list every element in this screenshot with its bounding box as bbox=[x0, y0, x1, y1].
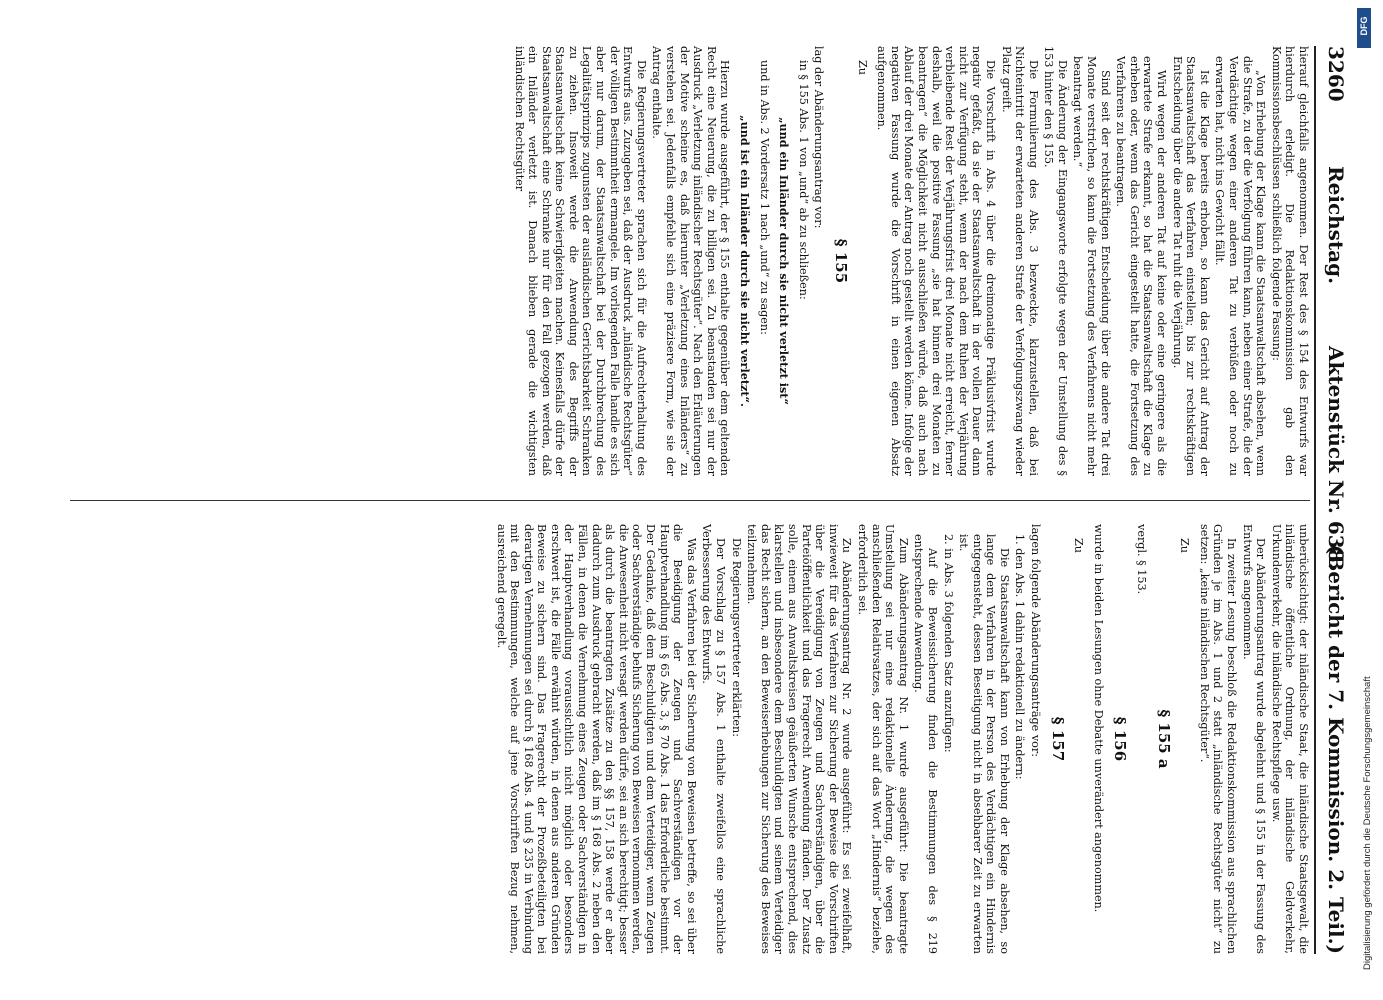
paragraph: wurde in beiden Lesungen ohne Debatte unverändert angenommen. bbox=[1091, 524, 1105, 913]
quote-paragraph: „Von Erhebung der Klage kann die Staatsanwaltschaft absehen, wenn die Strafe, zu der die Verfolgung führen kann, neben einer Strafe, die der Verdächtige wegen einer anderen Tat zu verbüßen oder noch zu erwarten hat, nicht ins Gewicht fällt. bbox=[1213, 56, 1268, 476]
digitization-credit bbox=[1334, 410, 1374, 970]
quote-paragraph: Die Staatsanwaltschaft kann von Erhebung der Klage absehen, so lange dem Verfahren in der Person des Verdächtigen ein Hindernis entgegensteht, dessen Beseitigung nicht in absehbarer Zeit zu erwarten ist. bbox=[957, 534, 1011, 954]
header-right: (Bericht der 7. Kommission. 2. Teil.) bbox=[1324, 544, 1348, 954]
digitization-credit-text: Digitalisierung gefördert durch die Deutsche Forschungsgemeinschaft bbox=[1362, 676, 1373, 970]
paragraph: und in Abs. 2 Vordersatz 1 nach „und“ zu sagen: bbox=[757, 60, 771, 335]
dfg-logo bbox=[1357, 8, 1371, 48]
section-intro: Zu bbox=[1178, 538, 1192, 553]
paragraph: Zu Abänderungsantrag Nr. 2 wurde ausgeführt: Es sei zweifelhaft, inwieweit für das Verfahren zur Sicherung der Beweise die Vorschriften über die Vereidigung von Zeugen und Sachverständigen, über die Parteiöffentlichkeit und das Fragerecht Anwendung fänden. Der Zusatz solle, einem aus Anwaltskreisen geäußerten Wunsche entsprechend, dies klarstellen und insbesondere dem Beschuldigten und seinem Verteidiger das Recht sichern, an den Beweiserhebungen zur Sicherung des Beweises teilzunehmen. bbox=[745, 524, 854, 954]
text-column-left bbox=[510, 46, 1310, 476]
section-heading: § 156 bbox=[1111, 716, 1130, 762]
quote-paragraph: Sind seit der rechtskräftigen Entscheidung über die andere Tat drei Monate verstrichen, so kann die Fortsetzung des Verfahrens nicht mehr beantragt werden.“ bbox=[1071, 56, 1112, 476]
paragraph: Hierzu wurde ausgeführt, der § 155 enthalte gegenüber dem geltenden Recht eine Neuerung, die zu billigen sei. Zu beanstanden sei nur der Ausdruck „Verletzung inländischer Rechtsgüter“. Nach den Erläuterungen der Motive scheine es, daß hierunter „Verletzung eines Inländers“ zu verstehen sei. Jedenfalls empfehle sich eine präzisere Form, wie sie der Antrag enthalte. bbox=[650, 46, 732, 476]
paragraph: vergl. § 153. bbox=[1135, 524, 1149, 595]
paragraph: Die Regierungsvertreter erklärten: bbox=[729, 538, 743, 737]
section-intro: Zu bbox=[1072, 538, 1086, 553]
quote-line: „und ist ein Inländer durch sie nicht verletzt“. bbox=[738, 115, 753, 407]
paragraph: hierauf gleichfalls angenommen. Der Rest des § 154 des Entwurfs war hierdurch erledigt. Die Redaktionskommission gab den Kommissionsbeschlüssen schließlich folgende Fassung: bbox=[1269, 46, 1310, 476]
section-intro: Zu bbox=[855, 60, 869, 75]
paragraph: Die Vorschrift in Abs. 4 über die dreimonatige Präklusivfrist wurde negativ gefaßt, da sie der Staatsanwaltschaft in der vollen Dauer dann nicht zur Verfügung steht, wenn der nach dem Ruhen der Verjährung verbleibende Rest der Verjährungsfrist drei Monate nicht erreicht, ferner deshalb, weil die positive Fassung „sie hat binnen drei Monaten zu beantragen“ die Möglichkeit nicht ausschließen würde, daß auch nach Ablauf der drei Monate der Antrag noch gestellt werden könne. Infolge der negativen Fassung wurde die Vorschrift in einen eigenen Absatz aufgenommen. bbox=[875, 46, 997, 476]
quote-paragraph: Ist die Klage bereits erhoben, so kann das Gericht auf Antrag der Staatsanwaltschaft das Verfahren einstellen; bis zur rechtskräftigen Entscheidung über die andere Tat ruht die Verjährung. bbox=[1170, 56, 1211, 476]
quote-paragraph: Wird wegen der anderen Tat auf keine oder eine geringere als die erwartete Strafe erkannt, so hat die Staatsanwaltschaft die Klage zu erheben oder, wenn das Gericht eingestellt hatte, die Fortsetzung des Verfahrens zu beantragen. bbox=[1114, 56, 1169, 476]
paragraph: lag der Abänderungsantrag vor: bbox=[812, 46, 826, 229]
section-heading: § 155 bbox=[832, 238, 850, 284]
paragraph: Der Vorschlag zu § 157 Abs. 1 enthalte zweifellos eine sprachliche Verbesserung des Entwurfs. bbox=[700, 524, 728, 954]
list-item: 1. den Abs. 1 dahin redaktionell zu ändern: bbox=[1013, 534, 1027, 780]
list-item: 2. in Abs. 3 folgenden Satz anzufügen: bbox=[941, 534, 955, 753]
paragraph: Der Abänderungsantrag wurde abgelehnt und § 155 in der Fassung des Entwurfs angenommen. bbox=[1240, 524, 1268, 954]
paragraph: lagen folgende Abänderungsanträge vor: bbox=[1029, 524, 1043, 758]
header-left: Reichstag. bbox=[1324, 166, 1348, 285]
paragraph: unberücksichtigt: der inländische Staat, die inländische Staatsgewalt, die inländische öffentliche Ordnung, der inländische Geldverkehr, Urkundenverkehr, die inländische Rechtspflege usw. bbox=[1269, 524, 1310, 954]
paragraph: Was das Verfahren bei der Sicherung von Beweisen betreffe, so sei über die Beeidigung der Zeugen und Sachverständigen vor der Hauptverhandlung im § 65 Abs. 3, § 70 Abs. 1 das Erforderliche bestimmt. Der Gedanke, daß dem Beschuldigten und dem Verteidiger, wenn Zeugen oder Sachverständige behufs Sicherung von Beweisen vernommen werden, die Anwesenheit nicht versagt werden dürfe, sei an sich berechtigt; besser als durch die beantragten Zusätze zu den §§ 157, 158 werde er aber dadurch zum Ausdruck gebracht werden, daß im § 168 Abs. 2 neben den Fällen, in denen die Vernehmung eines Zeugen oder Sachverständigen in der Hauptverhandlung voraussichtlich nicht möglich oder besonders erschwert ist, die Fälle erwähnt würden, in denen aus anderen Gründen Beweise zu sichern sind. Das Fragerecht der Prozeßbeteiligten bei derartigen Vernehmungen sei durch § 168 Abs. 4 und § 235 in Verbindung mit den Bestimmungen, welche auf jene Vorschriften Bezug nehmen, ausreichend geregelt. bbox=[494, 524, 698, 954]
paragraph: Die Änderung der Eingangsworte erfolgte wegen der Umstellung des § 153 hinter den § 155. bbox=[1042, 46, 1069, 476]
paragraph: in § 155 Abs. 1 von „und“ ab zu schließen: bbox=[796, 60, 810, 300]
page-number: 3260 bbox=[1324, 46, 1348, 102]
column-divider bbox=[70, 500, 1310, 501]
text-column-right bbox=[492, 524, 1310, 954]
dfg-logo-text: DFG bbox=[1359, 16, 1369, 36]
header-title: Aktenstück Nr. 638. bbox=[1324, 346, 1348, 570]
paragraph: In zweiter Lesung beschloß die Redaktionskommission aus sprachlichen Gründen je im Abs. 1 und 2 statt „inländische Rechtsgüter nicht“ zu setzen: „keine inländischen Rechtsgüter“. bbox=[1197, 524, 1239, 954]
section-heading: § 155 a bbox=[1154, 709, 1173, 769]
quote-paragraph: Auf die Beweissicherung finden die Bestimmungen des § 219 entsprechende Anwendung. bbox=[912, 534, 939, 954]
paragraph: Zum Abänderungsantrag Nr. 1 wurde ausgeführt: Die beantragte Umstellung sei nur eine redaktionelle Änderung, die wegen des anschließenden Relativsatzes, der sich auf das Wort „Hindernis“ beziehe, erforderlich sei. bbox=[855, 524, 910, 954]
paragraph: Die Formulierung des Abs. 3 bezweckte, klarzustellen, daß bei Nichteintritt der erwarteten anderen Strafe der Verfolgungszwang wieder Platz greift. bbox=[999, 46, 1040, 476]
quote-line: „und ein Inländer durch sie nicht verletzt ist“ bbox=[777, 117, 792, 405]
document-page bbox=[42, 26, 1364, 974]
paragraph: Die Regierungsvertreter sprachen sich für die Aufrechterhaltung des Entwurfs aus. Zuzugeben sei, daß der Ausdruck „inländische Rechtsgüter“ der völligen Bestimmtheit ermangele. Im vorliegenden Falle handle es sich aber nur darum, der Staatsanwaltschaft bei der Durchbrechung des Legalitätsprinzips zugunsten der ausländischen Gerichtsbarkeit Schranken zu ziehen. Insoweit werde die Anwendung des Begriffs der Staatsanwaltschaft keine Schwierigkeiten machen. Keinesfalls dürfe der Staatsanwaltschaft eine Schranke nur für den Fall gezogen werden, daß ein Inländer verletzt ist. Danach blieben gerade die wichtigsten inländischen Rechtsgüter bbox=[512, 46, 648, 476]
section-heading: § 157 bbox=[1048, 716, 1067, 762]
rotated-page-content bbox=[42, 26, 1364, 974]
